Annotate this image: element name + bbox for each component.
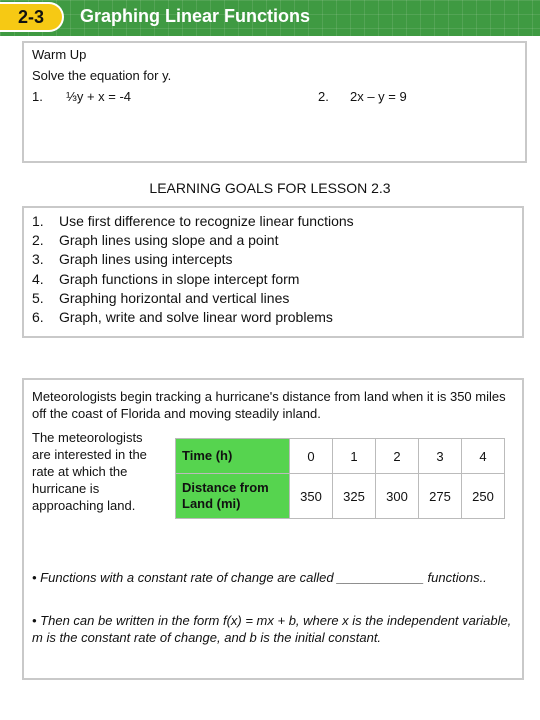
- goal-number: 1.: [32, 213, 44, 229]
- hurricane-intro: Meteorologists begin tracking a hurricane's distance from land when it is 350 miles off the coast of Florida and moving steadily inland.: [32, 389, 506, 421]
- distance-cell: 250: [462, 474, 505, 519]
- time-cell: 2: [376, 439, 419, 474]
- goal-number: 4.: [32, 270, 44, 287]
- goal-number: 6.: [32, 309, 44, 326]
- goal-text: Graphing horizontal and vertical lines: [59, 289, 290, 306]
- goal-item: [32, 308, 522, 327]
- time-distance-table: [175, 438, 505, 519]
- lesson-badge: 2-3: [0, 2, 64, 32]
- goal-item: [32, 289, 522, 308]
- time-cell: 1: [333, 439, 376, 474]
- problem-1-number: 1.: [32, 89, 43, 104]
- hurricane-side-text: The meteorologists are interested in the rate at which the hurricane is approaching land.: [32, 430, 147, 513]
- goals-list: [24, 208, 522, 327]
- time-header: Time (h): [176, 439, 290, 474]
- warm-up-box: [22, 41, 527, 163]
- distance-header: Distance from Land (mi): [176, 474, 290, 519]
- goals-box: [22, 206, 524, 338]
- goal-text: Graph, write and solve linear word problems: [59, 309, 333, 326]
- page-title: Graphing Linear Functions: [80, 6, 311, 26]
- table-row: [176, 474, 505, 519]
- goal-text: Graph lines using slope and a point: [59, 232, 279, 249]
- goal-number: 5.: [32, 289, 44, 306]
- goal-number: 2.: [32, 232, 44, 249]
- header-bar: [0, 0, 540, 36]
- goal-item: [32, 270, 522, 289]
- time-cell: 3: [419, 439, 462, 474]
- warm-up-title: Warm Up: [32, 47, 87, 62]
- hurricane-problem-box: [22, 378, 524, 680]
- distance-cell: 325: [333, 474, 376, 519]
- distance-cell: 275: [419, 474, 462, 519]
- distance-cell: 350: [290, 474, 333, 519]
- problem-2-number: 2.: [318, 89, 329, 104]
- goal-item: [32, 231, 522, 250]
- goal-text: Use first difference to recognize linear functions: [59, 213, 354, 229]
- problem-2: 2x – y = 9: [350, 89, 407, 104]
- distance-cell: 300: [376, 474, 419, 519]
- goal-number: 3.: [32, 251, 44, 268]
- goal-item: [32, 250, 522, 269]
- goal-text: Graph lines using intercepts: [59, 251, 233, 268]
- bullet-function-form: • Then can be written in the form f(x) = mx + b, where x is the independent variable, m is the constant rate of change, and b is the initial constant.: [32, 613, 512, 645]
- table-row: [176, 439, 505, 474]
- warm-up-instruction: Solve the equation for y.: [32, 68, 172, 83]
- goals-heading: LEARNING GOALS FOR LESSON 2.3: [149, 180, 391, 196]
- time-cell: 4: [462, 439, 505, 474]
- bullet-constant-rate: • Functions with a constant rate of change are called ____________ functions..: [32, 570, 487, 585]
- time-cell: 0: [290, 439, 333, 474]
- goal-item: [32, 212, 522, 231]
- problem-1: ⅓y + x = -4: [66, 89, 132, 104]
- goal-text: Graph functions in slope intercept form: [59, 270, 300, 287]
